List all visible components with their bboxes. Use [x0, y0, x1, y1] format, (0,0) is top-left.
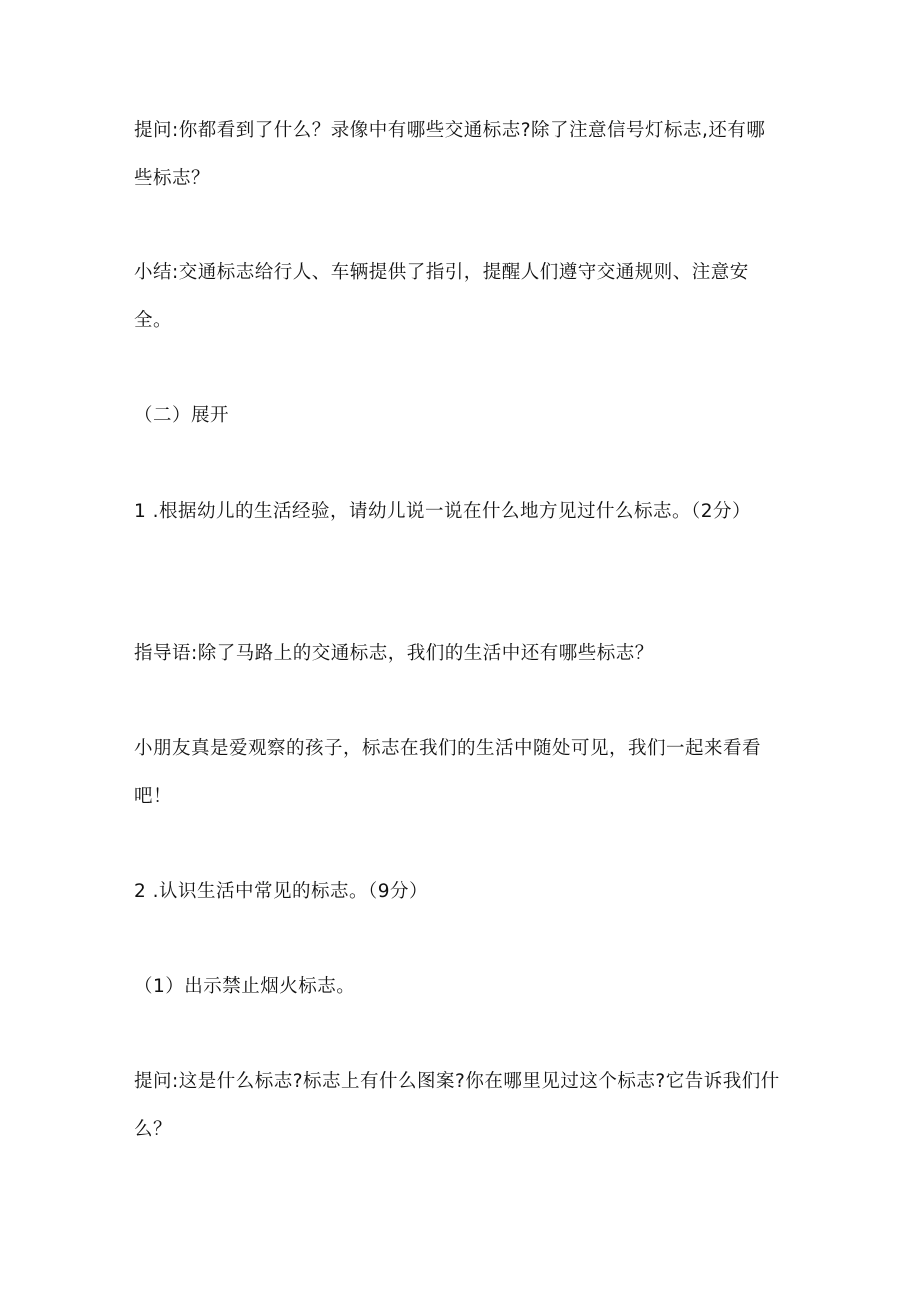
step-2-paragraph: 2 .认识生活中常见的标志。（9分）	[134, 881, 429, 902]
praise-paragraph: 小朋友真是爱观察的孩子，标志在我们的生活中随处可见，我们一起来看看吧！	[134, 738, 762, 807]
step-1-paragraph: 1 .根据幼儿的生活经验，请幼儿说一说在什么地方见过什么标志。（2分）	[134, 501, 752, 522]
section-heading: （二）展开	[134, 405, 230, 426]
substep-1-paragraph: （1）出示禁止烟火标志。	[134, 976, 356, 997]
summary-paragraph: 小结:交通标志给行人、车辆提供了指引，提醒人们遵守交通规则、注意安全。	[134, 262, 749, 331]
question-paragraph-2: 提问:这是什么标志?标志上有什么图案?你在哪里见过这个标志?它告诉我们什么？	[134, 1071, 780, 1140]
question-paragraph: 提问:你都看到了什么？录像中有哪些交通标志?除了注意信号灯标志,还有哪些标志？	[134, 120, 766, 189]
guidance-paragraph: 指导语:除了马路上的交通标志，我们的生活中还有哪些标志？	[134, 643, 654, 664]
